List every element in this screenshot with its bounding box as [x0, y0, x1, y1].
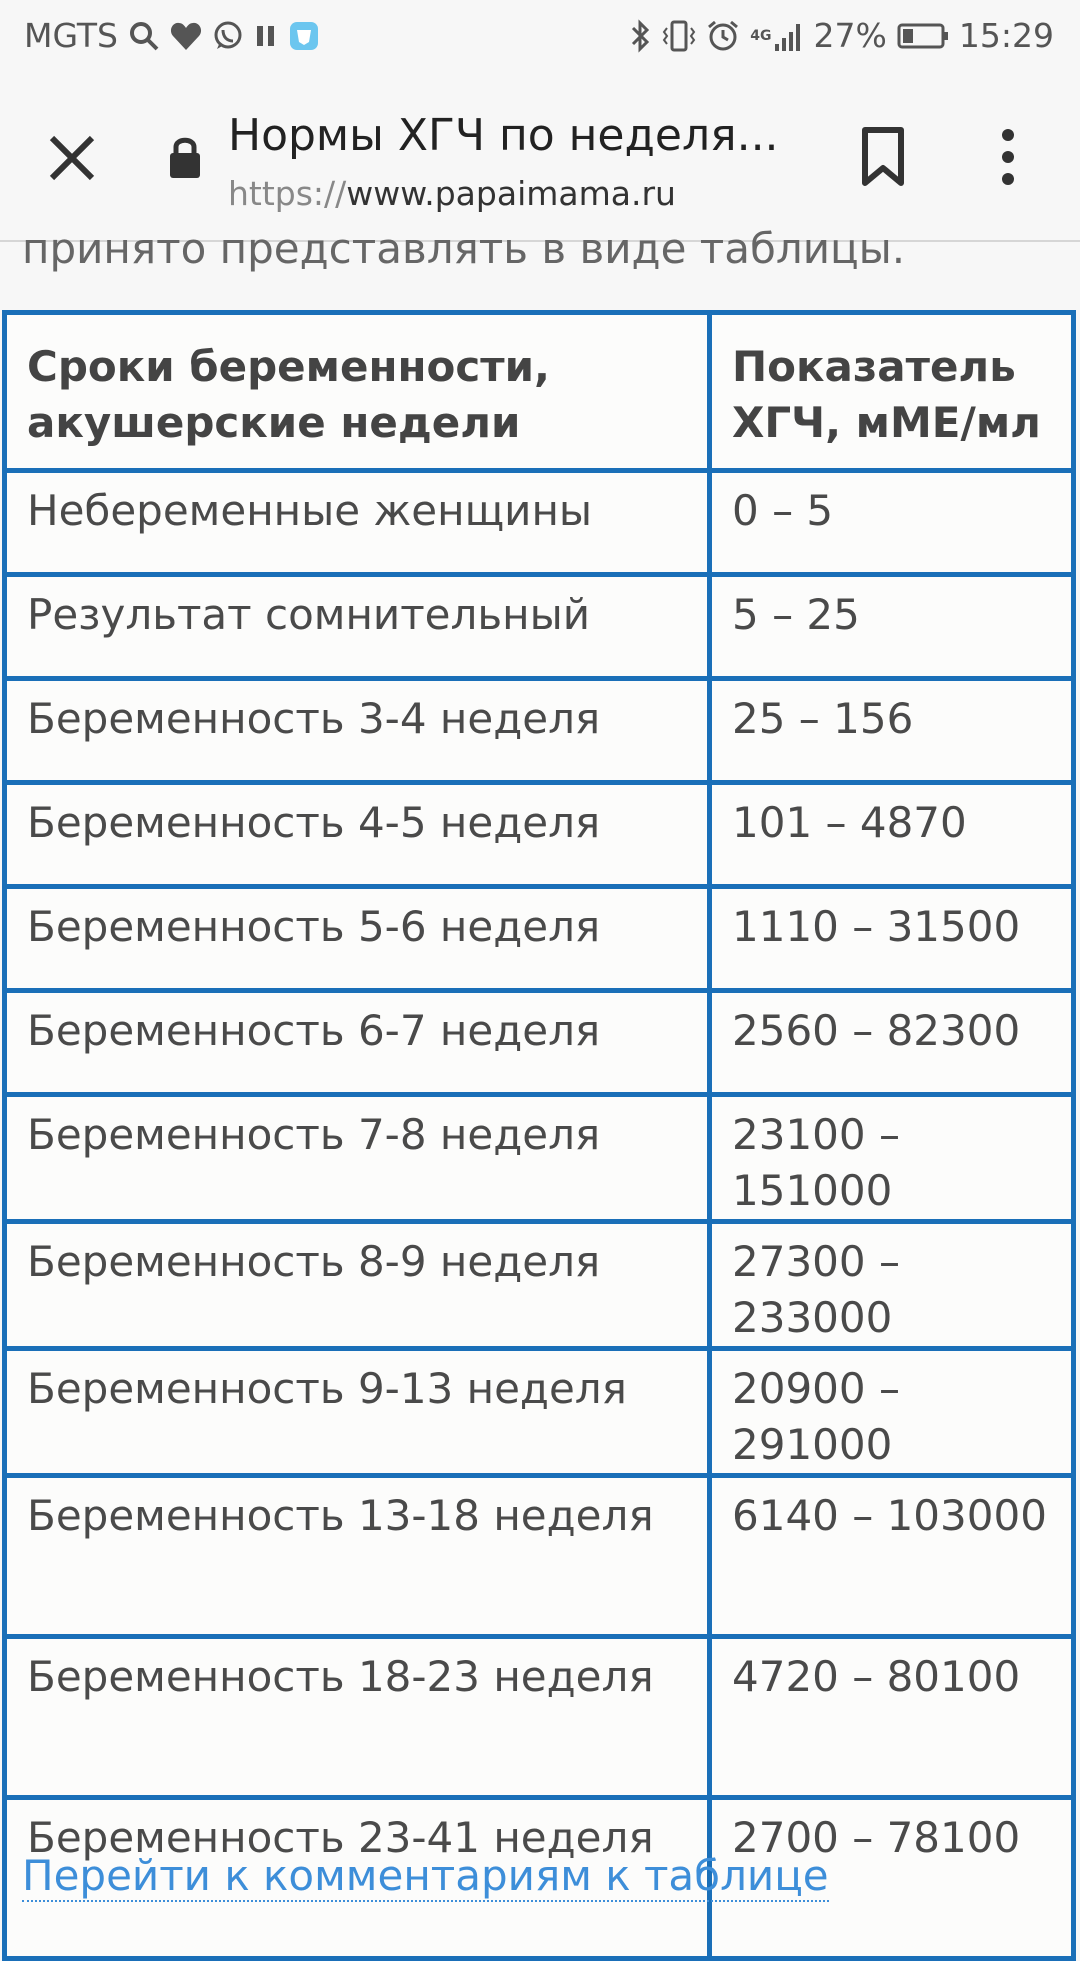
- table-header-row: [5, 313, 1074, 471]
- value-cell: 101 – 4870: [710, 783, 1074, 887]
- clock: 15:29: [958, 16, 1054, 55]
- battery-icon: [897, 22, 949, 50]
- term-cell: Беременность 23-41 неделя: [5, 1798, 710, 1959]
- lock-icon: [168, 134, 202, 180]
- status-right: [630, 16, 1054, 55]
- term-cell: Беременность 7-8 неделя: [5, 1095, 710, 1222]
- value-cell: 1110 – 31500: [710, 887, 1074, 991]
- comments-link[interactable]: Перейти к комментариям к таблице: [22, 1852, 829, 1902]
- table-row: [5, 679, 1074, 783]
- term-cell: Беременность 3-4 неделя: [5, 679, 710, 783]
- close-icon: [44, 130, 100, 186]
- term-cell: Беременность 4-5 неделя: [5, 783, 710, 887]
- table-row: [5, 1476, 1074, 1637]
- value-cell: 4720 – 80100: [710, 1637, 1074, 1798]
- overflow-menu-button[interactable]: [995, 126, 1021, 188]
- value-cell: 2700 – 78100: [710, 1798, 1074, 1959]
- alarm-icon: [706, 19, 740, 53]
- signal-icon: [750, 20, 803, 52]
- status-left: [24, 16, 320, 55]
- value-cell: 20900 – 291000: [710, 1349, 1074, 1476]
- url-host: www.papaimama.ru: [346, 174, 676, 213]
- more-vert-icon: [995, 126, 1021, 188]
- table-row: [5, 471, 1074, 575]
- table-row: [5, 1222, 1074, 1349]
- url-bar[interactable]: [228, 174, 676, 213]
- table-row: [5, 575, 1074, 679]
- table-row: [5, 1349, 1074, 1476]
- browser-toolbar: [0, 74, 1080, 242]
- header-hcg-value: Показатель ХГЧ, мМЕ/мл: [710, 313, 1074, 471]
- page-title[interactable]: Нормы ХГЧ по неделя...: [228, 110, 779, 161]
- term-cell: Беременность 5-6 неделя: [5, 887, 710, 991]
- close-button[interactable]: [44, 130, 100, 186]
- status-bar: [0, 0, 1080, 74]
- header-term: Сроки беременности, акушерские недели: [5, 313, 710, 471]
- pause-icon: [254, 22, 278, 50]
- bookmark-icon: [860, 126, 906, 188]
- url-scheme: https://: [228, 174, 347, 213]
- table-row: [5, 783, 1074, 887]
- term-cell: Беременность 6-7 неделя: [5, 991, 710, 1095]
- table-row: [5, 991, 1074, 1095]
- heart-icon: [170, 21, 202, 51]
- value-cell: 5 – 25: [710, 575, 1074, 679]
- vibrate-icon: [662, 19, 696, 53]
- bluetooth-icon: [630, 19, 652, 53]
- value-cell: 27300 – 233000: [710, 1222, 1074, 1349]
- value-cell: 6140 – 103000: [710, 1476, 1074, 1637]
- value-cell: 0 – 5: [710, 471, 1074, 575]
- term-cell: Беременность 13-18 неделя: [5, 1476, 710, 1637]
- table-row: [5, 1095, 1074, 1222]
- value-cell: 23100 – 151000: [710, 1095, 1074, 1222]
- table-row: [5, 1637, 1074, 1798]
- term-cell: Небеременные женщины: [5, 471, 710, 575]
- term-cell: Результат сомнительный: [5, 575, 710, 679]
- value-cell: 25 – 156: [710, 679, 1074, 783]
- term-cell: Беременность 8-9 неделя: [5, 1222, 710, 1349]
- value-cell: 2560 – 82300: [710, 991, 1074, 1095]
- intro-text: принято представлять в виде таблицы.: [22, 224, 906, 273]
- app-icon: [288, 20, 320, 52]
- battery-percent: 27%: [813, 16, 887, 55]
- network-type: 4G: [750, 27, 772, 44]
- carrier-name: MGTS: [24, 16, 118, 55]
- search-icon: [128, 20, 160, 52]
- bookmark-button[interactable]: [860, 126, 906, 188]
- whatsapp-icon: [212, 20, 244, 52]
- term-cell: Беременность 9-13 неделя: [5, 1349, 710, 1476]
- hcg-norms-table: [2, 310, 1076, 1961]
- table-row: [5, 887, 1074, 991]
- term-cell: Беременность 18-23 неделя: [5, 1637, 710, 1798]
